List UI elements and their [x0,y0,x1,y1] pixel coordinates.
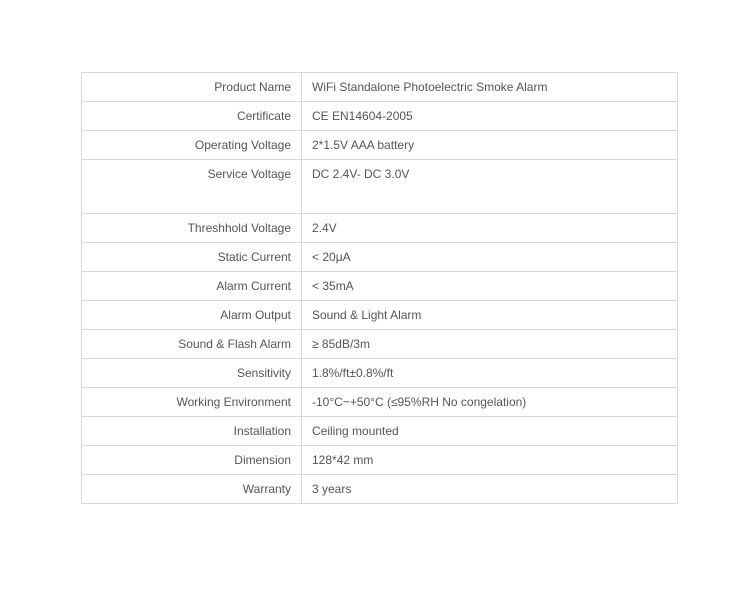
spec-value: CE EN14604-2005 [302,102,678,131]
spec-label: Certificate [82,102,302,131]
spec-value: 2.4V [302,214,678,243]
spec-table-body [82,73,678,504]
table-row [82,330,678,359]
spec-label: Product Name [82,73,302,102]
spec-value: 2*1.5V AAA battery [302,131,678,160]
spec-label: Threshhold Voltage [82,214,302,243]
spec-value: WiFi Standalone Photoelectric Smoke Alarm [302,73,678,102]
table-row [82,272,678,301]
spec-label: Warranty [82,475,302,504]
spec-label: Operating Voltage [82,131,302,160]
spec-value: -10°C~+50°C (≤95%RH No congelation) [302,388,678,417]
table-row [82,73,678,102]
table-row [82,102,678,131]
spec-label: Working Environment [82,388,302,417]
spec-label: Service Voltage [82,160,302,214]
spec-label: Dimension [82,446,302,475]
spec-value: 128*42 mm [302,446,678,475]
table-row [82,446,678,475]
table-row [82,417,678,446]
table-row [82,214,678,243]
table-row [82,131,678,160]
spec-value: 3 years [302,475,678,504]
spec-value: < 20μA [302,243,678,272]
table-row [82,160,678,214]
spec-value: < 35mA [302,272,678,301]
table-row [82,243,678,272]
spec-label: Alarm Current [82,272,302,301]
spec-label: Sensitivity [82,359,302,388]
table-row [82,359,678,388]
spec-value: 1.8%/ft±0.8%/ft [302,359,678,388]
spec-label: Static Current [82,243,302,272]
spec-label: Sound & Flash Alarm [82,330,302,359]
product-spec-table [81,72,678,504]
table-row [82,388,678,417]
spec-label: Alarm Output [82,301,302,330]
spec-value: ≥ 85dB/3m [302,330,678,359]
table-row [82,475,678,504]
spec-value: DC 2.4V- DC 3.0V [302,160,678,214]
table-row [82,301,678,330]
spec-value: Ceiling mounted [302,417,678,446]
spec-value: Sound & Light Alarm [302,301,678,330]
spec-label: Installation [82,417,302,446]
